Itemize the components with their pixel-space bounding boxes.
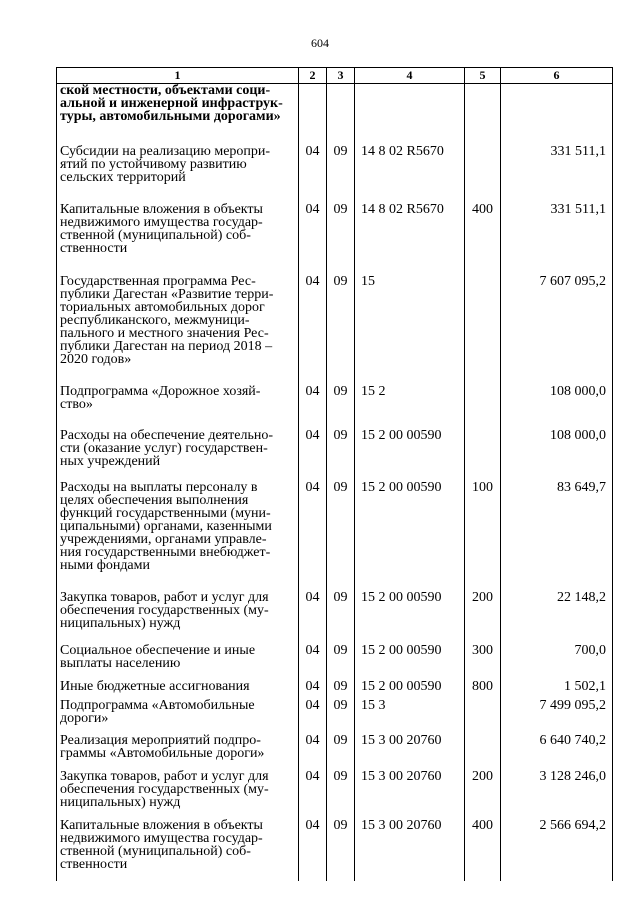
row-expense-type-cell: 800 bbox=[465, 680, 501, 699]
row-name-cell: Расходы на выплаты персоналу в целях обеспечения выполнения функций государственными (муни- ципальными) органами, казенными учреждениями, органами управле- ния государственными внебюджет- ными фондами bbox=[57, 481, 299, 591]
header-col-2: 2 bbox=[299, 68, 327, 84]
row-amount-cell: 108 000,0 bbox=[501, 385, 613, 429]
budget-table-container bbox=[56, 67, 612, 881]
row-section-cell: 04 bbox=[299, 429, 327, 481]
row-expense-type-cell bbox=[465, 84, 501, 146]
row-name-cell: Иные бюджетные ассигнования bbox=[57, 680, 299, 699]
row-expense-type-cell: 400 bbox=[465, 819, 501, 881]
row-name-cell: Подпрограмма «Автомобильные дороги» bbox=[57, 699, 299, 734]
row-target-code-cell: 15 3 00 20760 bbox=[355, 734, 465, 770]
row-name-cell: Государственная программа Рес- публики Дагестан «Развитие терри- ториальных автомобильных дорог республиканского, межмуници- пального и местного значения Рес- публики Дагестан на период 2018 – 2020 годов» bbox=[57, 275, 299, 385]
row-subsection-cell: 09 bbox=[327, 591, 355, 644]
table-row bbox=[57, 275, 613, 385]
row-section-cell: 04 bbox=[299, 644, 327, 680]
row-section-cell: 04 bbox=[299, 203, 327, 275]
row-expense-type-cell bbox=[465, 145, 501, 203]
row-target-code-cell: 15 2 00 00590 bbox=[355, 680, 465, 699]
row-section-cell: 04 bbox=[299, 481, 327, 591]
header-col-4: 4 bbox=[355, 68, 465, 84]
row-target-code-cell: 14 8 02 R5670 bbox=[355, 145, 465, 203]
row-amount-cell: 7 607 095,2 bbox=[501, 275, 613, 385]
row-target-code-cell bbox=[355, 84, 465, 146]
row-name-cell: Социальное обеспечение и иные выплаты населению bbox=[57, 644, 299, 680]
row-name-cell: Подпрограмма «Дорожное хозяй- ство» bbox=[57, 385, 299, 429]
row-expense-type-cell bbox=[465, 734, 501, 770]
row-name-cell: Расходы на обеспечение деятельно- сти (оказание услуг) государствен- ных учреждений bbox=[57, 429, 299, 481]
row-section-cell bbox=[299, 84, 327, 146]
table-row bbox=[57, 145, 613, 203]
row-subsection-cell: 09 bbox=[327, 275, 355, 385]
row-amount-cell: 700,0 bbox=[501, 644, 613, 680]
row-section-cell: 04 bbox=[299, 680, 327, 699]
row-section-cell: 04 bbox=[299, 699, 327, 734]
row-section-cell: 04 bbox=[299, 275, 327, 385]
row-target-code-cell: 15 3 00 20760 bbox=[355, 770, 465, 819]
table-row bbox=[57, 481, 613, 591]
row-expense-type-cell: 100 bbox=[465, 481, 501, 591]
row-target-code-cell: 15 2 bbox=[355, 385, 465, 429]
row-amount-cell: 7 499 095,2 bbox=[501, 699, 613, 734]
table-row bbox=[57, 734, 613, 770]
row-expense-type-cell bbox=[465, 699, 501, 734]
row-amount-cell: 108 000,0 bbox=[501, 429, 613, 481]
row-name-cell: Субсидии на реализацию меропри- ятий по устойчивому развитию сельских территорий bbox=[57, 145, 299, 203]
row-subsection-cell: 09 bbox=[327, 699, 355, 734]
row-target-code-cell: 15 2 00 00590 bbox=[355, 481, 465, 591]
row-amount-cell: 6 640 740,2 bbox=[501, 734, 613, 770]
table-row bbox=[57, 385, 613, 429]
row-amount-cell: 2 566 694,2 bbox=[501, 819, 613, 881]
row-subsection-cell: 09 bbox=[327, 819, 355, 881]
row-target-code-cell: 15 2 00 00590 bbox=[355, 429, 465, 481]
table-row bbox=[57, 203, 613, 275]
row-section-cell: 04 bbox=[299, 145, 327, 203]
table-row bbox=[57, 429, 613, 481]
row-section-cell: 04 bbox=[299, 385, 327, 429]
budget-table bbox=[56, 67, 613, 881]
row-name-cell: Закупка товаров, работ и услуг для обеспечения государственных (му- ниципальных) нужд bbox=[57, 591, 299, 644]
row-expense-type-cell: 300 bbox=[465, 644, 501, 680]
row-name-cell: ской местности, объектами соци- альной и инженерной инфраструк- туры, автомобильными дорогами» bbox=[57, 84, 299, 146]
row-subsection-cell: 09 bbox=[327, 145, 355, 203]
table-row bbox=[57, 84, 613, 146]
row-name-cell: Закупка товаров, работ и услуг для обеспечения государственных (му- ниципальных) нужд bbox=[57, 770, 299, 819]
row-name-cell: Капитальные вложения в объекты недвижимого имущества государ- ственной (муниципальной) соб- ственности bbox=[57, 819, 299, 881]
row-expense-type-cell: 200 bbox=[465, 591, 501, 644]
row-amount-cell: 22 148,2 bbox=[501, 591, 613, 644]
row-expense-type-cell bbox=[465, 275, 501, 385]
row-target-code-cell: 15 bbox=[355, 275, 465, 385]
row-amount-cell bbox=[501, 84, 613, 146]
row-target-code-cell: 14 8 02 R5670 bbox=[355, 203, 465, 275]
row-target-code-cell: 15 3 bbox=[355, 699, 465, 734]
row-section-cell: 04 bbox=[299, 770, 327, 819]
table-header-row bbox=[57, 68, 613, 84]
table-row bbox=[57, 819, 613, 881]
row-expense-type-cell: 200 bbox=[465, 770, 501, 819]
row-expense-type-cell: 400 bbox=[465, 203, 501, 275]
row-amount-cell: 83 649,7 bbox=[501, 481, 613, 591]
row-subsection-cell: 09 bbox=[327, 770, 355, 819]
table-row bbox=[57, 644, 613, 680]
row-subsection-cell: 09 bbox=[327, 481, 355, 591]
row-amount-cell: 3 128 246,0 bbox=[501, 770, 613, 819]
table-row bbox=[57, 680, 613, 699]
row-subsection-cell: 09 bbox=[327, 385, 355, 429]
table-row bbox=[57, 591, 613, 644]
row-subsection-cell: 09 bbox=[327, 680, 355, 699]
header-col-1: 1 bbox=[57, 68, 299, 84]
row-target-code-cell: 15 2 00 00590 bbox=[355, 591, 465, 644]
header-col-6: 6 bbox=[501, 68, 613, 84]
row-expense-type-cell bbox=[465, 385, 501, 429]
row-subsection-cell bbox=[327, 84, 355, 146]
row-subsection-cell: 09 bbox=[327, 644, 355, 680]
row-target-code-cell: 15 2 00 00590 bbox=[355, 644, 465, 680]
row-subsection-cell: 09 bbox=[327, 734, 355, 770]
row-expense-type-cell bbox=[465, 429, 501, 481]
header-col-5: 5 bbox=[465, 68, 501, 84]
row-subsection-cell: 09 bbox=[327, 203, 355, 275]
row-section-cell: 04 bbox=[299, 591, 327, 644]
table-row bbox=[57, 699, 613, 734]
row-amount-cell: 1 502,1 bbox=[501, 680, 613, 699]
row-section-cell: 04 bbox=[299, 819, 327, 881]
row-target-code-cell: 15 3 00 20760 bbox=[355, 819, 465, 881]
row-name-cell: Капитальные вложения в объекты недвижимого имущества государ- ственной (муниципальной) соб- ственности bbox=[57, 203, 299, 275]
row-amount-cell: 331 511,1 bbox=[501, 145, 613, 203]
header-col-3: 3 bbox=[327, 68, 355, 84]
row-subsection-cell: 09 bbox=[327, 429, 355, 481]
table-row bbox=[57, 770, 613, 819]
row-name-cell: Реализация мероприятий подпро- граммы «Автомобильные дороги» bbox=[57, 734, 299, 770]
page-number: 604 bbox=[311, 36, 329, 50]
row-section-cell: 04 bbox=[299, 734, 327, 770]
row-amount-cell: 331 511,1 bbox=[501, 203, 613, 275]
table-body bbox=[57, 84, 613, 882]
